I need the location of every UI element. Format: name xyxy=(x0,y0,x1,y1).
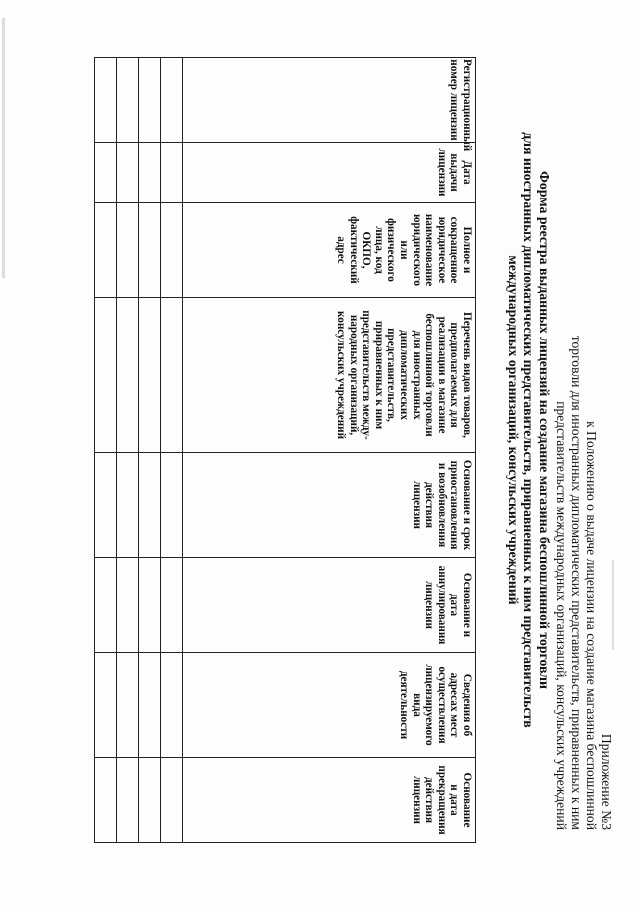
column-header-issue-date: Дата выдачи лицензии xyxy=(183,143,476,203)
appendix-header xyxy=(554,40,614,830)
column-header-activity-addresses: Сведения об адресах мест осуществления лицензируемого вида деятельности xyxy=(183,653,476,758)
table-cell xyxy=(161,58,183,143)
table-cell xyxy=(95,453,117,558)
table-cell xyxy=(139,453,161,558)
title-line: Форма реестра выданных лицензий на создание магазина беспошлинной торговли xyxy=(537,170,552,689)
table-cell xyxy=(117,143,139,203)
table-cell xyxy=(139,58,161,143)
table-cell xyxy=(117,758,139,843)
table-cell xyxy=(117,203,139,298)
table-cell xyxy=(161,453,183,558)
table-cell xyxy=(139,143,161,203)
document-title xyxy=(506,40,553,820)
title-line: международных организаций, консульских учреждений xyxy=(506,255,521,605)
license-registry-table xyxy=(94,57,476,843)
table-cell xyxy=(117,298,139,453)
column-header-licensee-name: Полное и сокращенное юридическое наименование юридического или физического лица, код ОКПО, фактический адрес xyxy=(183,203,476,298)
column-header-goods-list: Перечень видов товаров, предполагаемых для реализации в магазине беспошлинной торговли для иностранных дипломатических представительств, приравненных к ним представительств между- народных организаций, консульских учреждений xyxy=(183,298,476,453)
table-cell xyxy=(139,758,161,843)
table-header-row xyxy=(183,58,476,843)
table-cell xyxy=(139,653,161,758)
table-cell xyxy=(161,298,183,453)
table-cell xyxy=(161,558,183,653)
table-row xyxy=(95,58,117,843)
appendix-reference-line: торговли для иностранных дипломатических представительств, приравненных к ним xyxy=(569,335,584,830)
column-header-registration-number: Регистрационный номер лицензии xyxy=(183,58,476,143)
table-cell xyxy=(139,558,161,653)
table-cell xyxy=(95,203,117,298)
table-cell xyxy=(117,653,139,758)
table-cell xyxy=(117,558,139,653)
table-cell xyxy=(161,653,183,758)
table-cell xyxy=(117,453,139,558)
table-row xyxy=(161,58,183,843)
table-cell xyxy=(95,653,117,758)
table-cell xyxy=(95,558,117,653)
table-cell xyxy=(161,143,183,203)
column-header-annulment-basis: Основание и дата аннулирования лицензии xyxy=(183,558,476,653)
table-cell xyxy=(161,203,183,298)
table-cell xyxy=(161,758,183,843)
table-cell xyxy=(95,298,117,453)
table-row xyxy=(117,58,139,843)
table-cell xyxy=(139,298,161,453)
appendix-reference-line: к Положению о выдаче лицензии на создание магазина беспошлинной xyxy=(584,421,599,830)
table-cell xyxy=(95,143,117,203)
table-cell xyxy=(95,58,117,143)
column-header-termination-basis: Основание и дата прекращения действия лицензии xyxy=(183,758,476,843)
appendix-reference-line: представительств международных организаций, консульских учреждений xyxy=(554,401,569,830)
table-row xyxy=(139,58,161,843)
table-cell xyxy=(117,58,139,143)
table-cell xyxy=(95,758,117,843)
column-header-suspension-basis: Основание и срок приостановления и возобновления действия лицензии xyxy=(183,453,476,558)
appendix-number: Приложение №3 xyxy=(599,733,614,830)
table-cell xyxy=(139,203,161,298)
title-line: для иностранных дипломатических представительств, приравненных к ним представительств xyxy=(521,132,537,728)
